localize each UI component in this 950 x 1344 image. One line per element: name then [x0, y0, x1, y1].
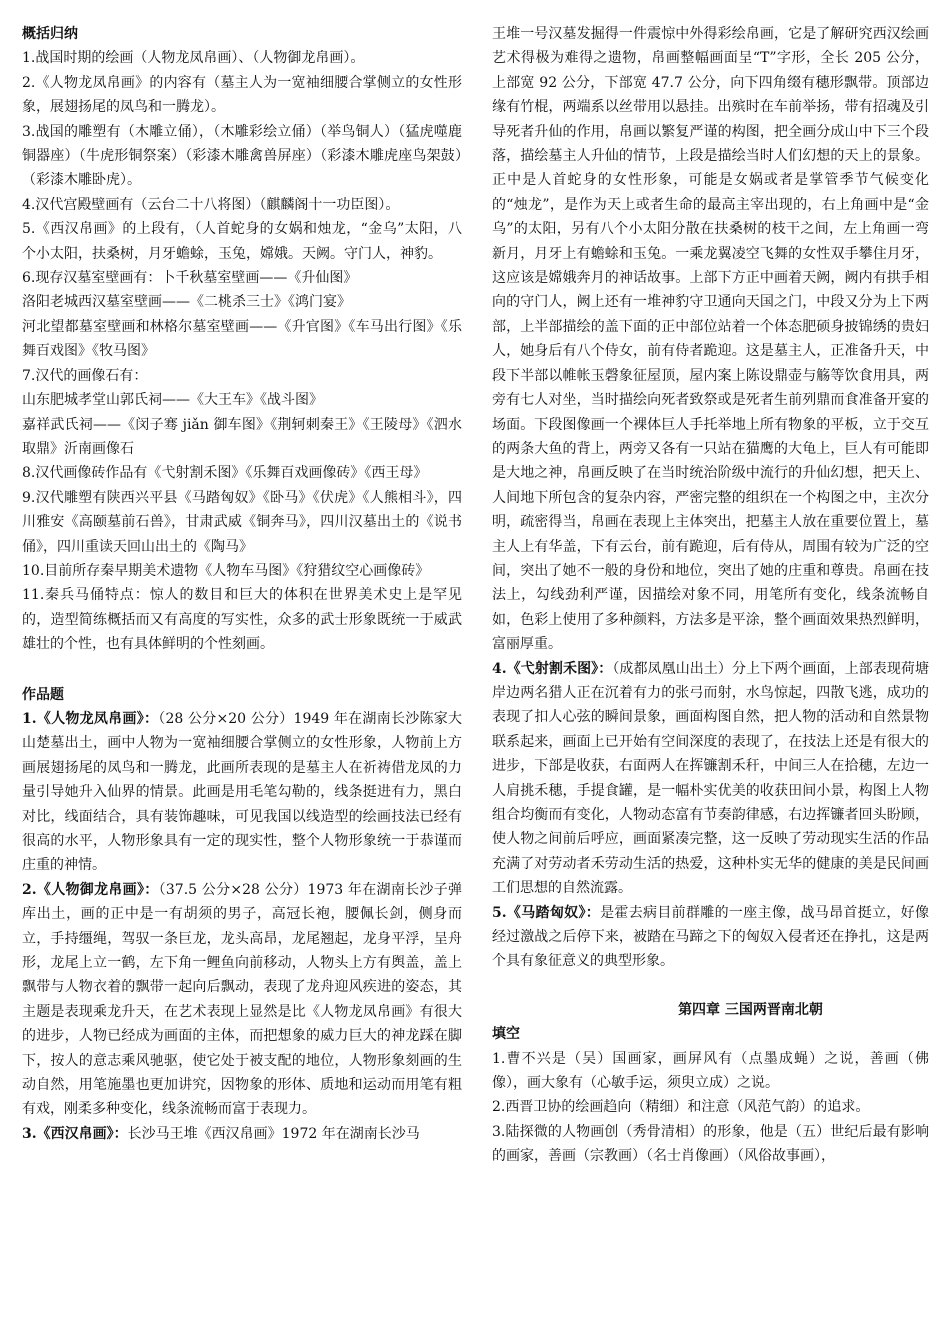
work-title: 3.《西汉帛画》：: [22, 1125, 128, 1142]
summary-item: 1.战国时期的绘画（人物龙凤帛画）、（人物御龙帛画）。: [22, 50, 365, 67]
summary-item: 河北望都墓室壁画和林格尔墓室壁画——《升官图》《车马出行图》《乐舞百戏图》《牧马图》: [22, 318, 462, 360]
summary-item: 7.汉代的画像石有：: [22, 367, 148, 384]
section-heading-works: 作品题: [22, 686, 64, 703]
work-body: （37.5 公分×28 公分）1973 年在湖南长沙子弹库出土，画的正中是一有胡须的男子，高冠长袍，腰佩长剑，侧身而立，手持缰绳，驾驭一条巨龙，龙头高昂，龙尾翘起，龙身平浮，呈舟形，龙尾上立一鹤，左下角一鲤鱼向前移动，人物头上方有舆盖，盖上飘带与人物衣着的飘带一起向后飘动，表现了龙舟迎风疾进的姿态，其主题是表现乘龙升天，在艺术表现上显然是比《人物龙凤帛画》有很大的进步，人物已经成为画面的主体，而把想象的威力巨大的神龙踩在脚下，按人的意志乘风驰驱，使它处于被支配的地位，人物形象刻画的生动自然，用笔施墨也更加讲究，因物象的形体、质地和运动而用笔有粗有戏，刚柔多种变化，线条流畅而富于表现力。: [22, 881, 462, 1118]
summary-item: 5.《西汉帛画》的上段有，（人首蛇身的女娲和烛龙，“金乌”太阳，八个小太阳，扶桑树，月牙蟾蜍，玉兔，嫦娥。天阙。守门人，神豹。: [22, 221, 462, 262]
work-entry: [492, 901, 929, 974]
work-entry: [22, 1122, 462, 1146]
summary-item: 山东肥城孝堂山郭氏祠——《大王车》《战斗图》: [22, 392, 323, 409]
summary-item: 嘉祥武氏祠——《闵子骞 jiǎn 御车图》《荆轲刺秦王》《王陵母》《泗水取鼎》沂南画像石: [22, 416, 462, 457]
section-spacer: [22, 657, 462, 683]
summary-item: 8.汉代画像砖作品有《弋射割禾图》《乐舞百戏画像砖》《西王母》: [22, 465, 428, 482]
work-body: 长沙马王堆《西汉帛画》1972 年在湖南长沙马: [127, 1125, 420, 1142]
summary-item: 2.《人物龙凤帛画》的内容有（墓主人为一宽袖细腰合掌侧立的女性形象，展翅扬尾的凤鸟和一腾龙）。: [22, 74, 462, 116]
work-body: 是霍去病目前群雕的一座主像，战马昂首挺立，好像经过激战之后停下来，被踏在马蹄之下的匈奴入侵者还在挣扎，这是两个具有象征意义的典型形象。: [492, 904, 929, 970]
work-entry: [492, 657, 929, 901]
section-heading-fill: 填空: [492, 1026, 520, 1043]
work-title: 2.《人物御龙帛画》：: [22, 881, 159, 898]
fill-item: 3.陆探微的人物画创（秀骨清相）的形象，他是（五）世纪后最有影响的画家，善画（宗教画）（名士肖像画）（风俗故事画），: [492, 1123, 929, 1165]
summary-item: 6.现存汉墓室壁画有：卜千秋墓室壁画——《升仙图》: [22, 270, 358, 287]
fill-item: 1.曹不兴是（吴）国画家，画屏风有（点墨成蝇）之说，善画（佛像），画大象有（心敏手运，须臾立成）之说。: [492, 1050, 929, 1092]
work-entry: [22, 878, 462, 1122]
work-title: 5.《马踏匈奴》：: [492, 904, 601, 921]
right-column: [492, 22, 929, 1169]
work-title: 1.《人物龙凤帛画》：: [22, 710, 159, 727]
summary-item: 3.战国的雕塑有（木雕立俑），（木雕彩绘立俑）（举鸟铜人）（猛虎噬鹿铜器座）（牛虎形铜祭案）（彩漆木雕禽兽屏座）（彩漆木雕虎座鸟架鼓）（彩漆木雕卧虎）。: [22, 123, 462, 189]
section-heading-summary: 概括归纳: [22, 26, 78, 42]
summary-item: 洛阳老城西汉墓室壁画——《二桃杀三士》《鸿门宴》: [22, 294, 351, 311]
fill-item: 2.西晋卫协的绘画趋向（精细）和注意（风范气韵）的追求。: [492, 1099, 870, 1116]
work-body: （28 公分×20 公分）1949 年在湖南长沙陈家大山楚墓出土，画中人物为一宽袖细腰合掌侧立的女性形象，人物前上方画展翅扬尾的凤鸟和一腾龙，此画所表现的是墓主人在祈祷借龙凤的力量引导她升入仙界的情景。此画是用毛笔勾勒的，线条挺进有力，黑白对比，线面结合，具有装饰趣味，可见我国以线造型的绘画技法已经有很高的水平，人物形象具有一定的现实性，整个人物形象统一于恭谨而庄重的神情。: [22, 710, 462, 874]
summary-item: 9.汉代雕塑有陕西兴平县《马踏匈奴》《卧马》《伏虎》《人熊相斗》，四川雅安《高颐墓前石兽》，甘肃武威《铜奔马》，四川汉墓出土的《说书俑》，四川重读天回山出土的《陶马》: [22, 489, 462, 555]
summary-item: 4.汉代宫殿壁画有（云台二十八将图）（麒麟阁十一功臣图）。: [22, 196, 400, 213]
left-column: [22, 22, 462, 1146]
work-body-continued: 王堆一号汉墓发掘得一件震惊中外得彩绘帛画，它是了解研究西汉绘画艺术得极为难得之遗物，帛画整幅画面呈“T”字形，全长 205 公分，上部宽 92 公分，下部宽 47.7 公分，向下四角缀有穗形飘带。顶部边缘有竹棍，两端系以丝带用以悬挂。出殡时在车前举扬，带有招魂及引导死者升仙的作用，帛画以繁复严谨的构图，把全画分成山中下三个段落，描绘墓主人升仙的情节，上段是描绘当时人们幻想的天上的景象。正中是人首蛇身的女性形象，可能是女娲或者是掌管季节气候变化的“烛龙”，是作为天上或者生命的最高主宰出现的，右上角画中是“金乌”的太阳，另有八个小太阳分散在扶桑树的枝干之间，左上角画一弯新月，月牙上有蟾蜍和玉兔。一乘龙翼凌空飞舞的女性双手攀住月牙，这应该是嫦娥奔月的神话故事。上部下方正中画着天阙，阙内有拱手相向的守门人，阙上还有一堆神豹守卫通向天国之门，中段又分为上下两部，上半部描绘的盖下面的正中部位站着一个体态肥硕身披锦绣的贵妇人，她身后有八个侍女，前有侍者跪迎。这是墓主人，正准备升天，中段下半部以帷帐玉磬象征屋顶，屋内案上陈设鼎壶与觞等饮食用具，两旁有七人对坐，当时描绘向死者致祭或是死者生前列鼎而食准备开宴的场面。下段图像画一个裸体巨人手托举地上所有物象的平板，立于交互的两条大鱼的背上，两旁又各有一只站在猫鹰的大龟上，巨人有可能即是大地之神，帛画反映了在当时统治阶级中流行的升仙幻想，把天上、人间地下所包含的复杂内容，严密完整的组织在一个构图之中，主次分明，疏密得当，帛画在表现上主体突出，把墓主人放在重要位置上，墓主人上有华盖，下有云台，前有跪迎，后有侍从，周围有较为广泛的空间，突出了她不一般的身份和地位，突出了她的庄重和尊贵。帛画在技法上，勾线劲利严谨，因描绘对象不同，用笔所有变化，线条流畅自如，色彩上使用了多种颜料，方法多是平涂，整个画面效果热烈鲜明，富丽厚重。: [492, 26, 929, 653]
work-title: 4.《弋射割禾图》：: [492, 660, 613, 677]
work-body: （成都凤凰山出土）分上下两个画面，上部表现荷塘岸边两名猎人正在沉着有力的张弓而射，水鸟惊起，四散飞逃，成功的表现了扣人心弦的瞬间景象，画面构图自然，把人物的活动和自然景物联系起来，画面上已开始有空间深度的表现了，在技法上还是有很大的进步，下部是收获，右面两人在挥镰割禾秆，中间三人在拾穗，左边一人肩挑禾穗，手提食罐，是一幅朴实优美的收获田间小景，构图上人物组合均衡而有变化，人物动态富有节奏韵律感，右边挥镰者回头盼顾，使人物之间前后呼应，画面紧凑完整，这一反映了劳动现实生活的作品充满了对劳动者禾劳动生活的热爱，这种朴实无华的健康的美是民间画工们思想的自然流露。: [492, 660, 929, 897]
work-entry: [22, 707, 462, 878]
summary-item: 10.目前所存秦早期美术遗物《人物车马图》《狩猎纹空心画像砖》: [22, 562, 430, 579]
summary-item: 11.秦兵马俑特点：惊人的数目和巨大的体积在世界美术史上是罕见的，造型简练概括而又有高度的写实性，众多的武士形象既统一于威武雄壮的个性，也有具体鲜明的个性刻画。: [22, 587, 462, 653]
chapter-title: 第四章 三国两晋南北朝: [678, 1001, 823, 1018]
